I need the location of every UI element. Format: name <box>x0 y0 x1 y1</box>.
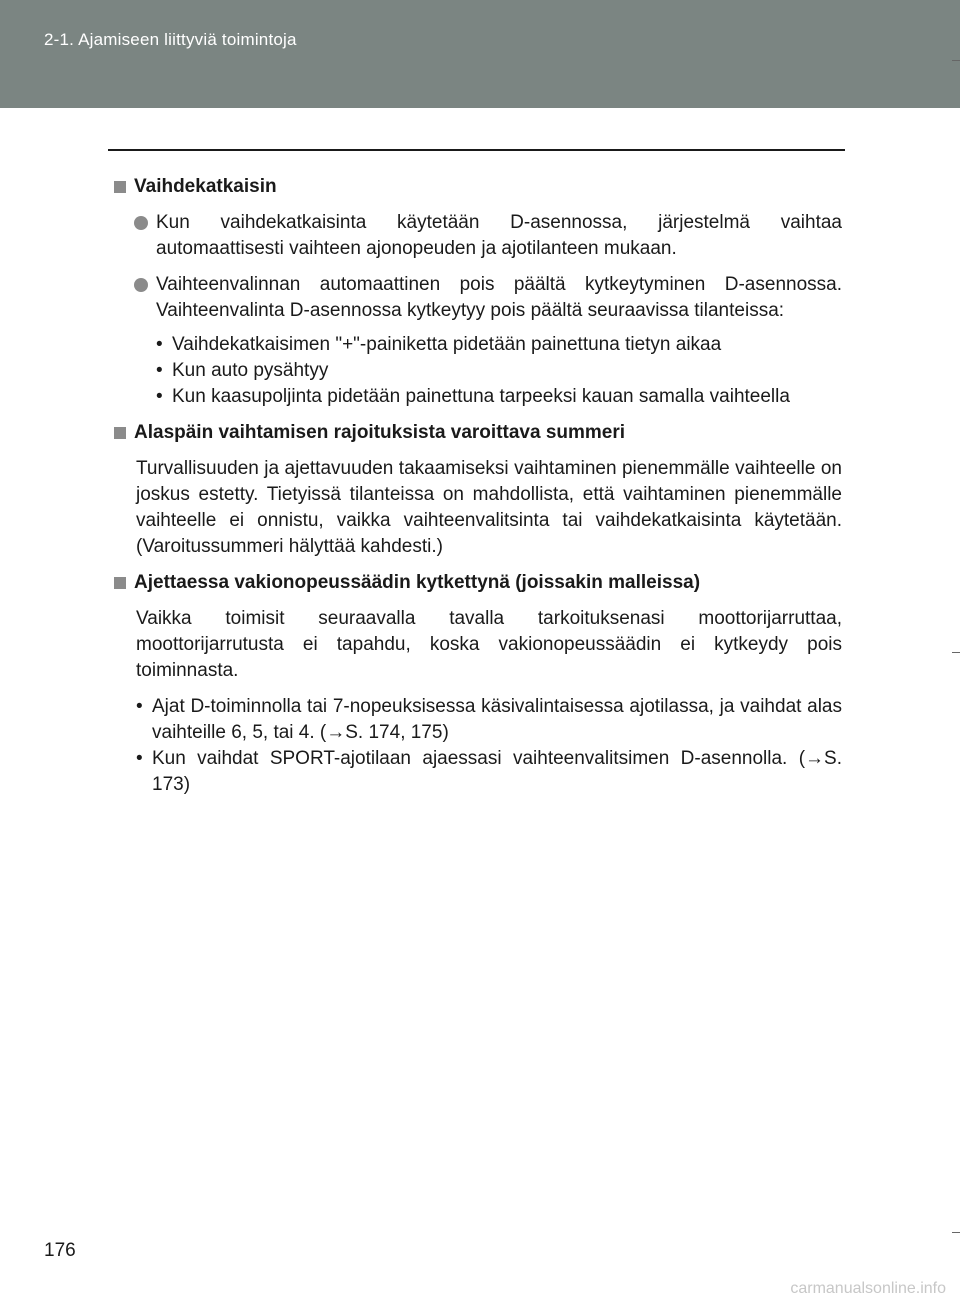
crop-mark <box>952 1232 960 1233</box>
chapter-title: 2-1. Ajamiseen liittyviä toimintoja <box>44 30 297 49</box>
square-bullet-icon <box>114 577 126 589</box>
paragraph: Turvallisuuden ja ajettavuuden takaamiseksi vaihtaminen pienemmälle vaihteelle on joskus estetty. Tietyissä tilanteissa on mahdollista, että vaihtaminen pienemmälle vaihteelle ei onnistu, vaikka vaihteenvalitsinta tai vaihdekatkaisinta käytetään. (Varoitussummeri hälyttää kahdesti.) <box>136 458 842 557</box>
list-item: • Kun vaihdat SPORT-ajotilaan ajaessasi vaihteenvalitsimen D-asennolla. (→S. 173) <box>136 748 842 795</box>
section-heading <box>112 174 842 200</box>
list-item: • Kun kaasupoljinta pidetään painettuna tarpeeksi kauan samalla vaihteella <box>156 386 790 407</box>
paragraph: Vaikka toimisit seuraavalla tavalla tarkoituksenasi moottorijarruttaa, moottorijarrutusta ei tapahdu, koska vakionopeussäädin ei kytkeydy pois toiminnasta. <box>136 608 842 681</box>
section-rule <box>108 149 845 151</box>
header-band <box>0 0 960 108</box>
section-heading-text: Vaihdekatkaisin <box>134 176 277 197</box>
bullet-list <box>156 332 842 410</box>
dot-item-text: Kun vaihdekatkaisinta käytetään D-asennossa, järjestelmä vaihtaa automaattisesti vaihteen ajonopeuden ja ajotilanteen mukaan. <box>156 212 842 259</box>
list-item: • Ajat D-toiminnolla tai 7-nopeuksisessa käsivalintaisessa ajotilassa, ja vaihdat alas vaihteille 6, 5, tai 4. (→S. 174, 175) <box>136 696 842 743</box>
crop-mark <box>952 60 960 61</box>
list-item: • Kun auto pysähtyy <box>156 360 329 381</box>
square-bullet-icon <box>114 181 126 193</box>
section-heading <box>112 570 842 596</box>
page-number: 176 <box>44 1240 76 1261</box>
circle-bullet-icon <box>134 216 148 230</box>
dot-item <box>112 272 842 324</box>
dot-item <box>112 210 842 262</box>
section-heading <box>112 420 842 446</box>
bullet-list <box>136 694 842 798</box>
page-content <box>112 174 842 808</box>
watermark: carmanualsonline.info <box>790 1280 946 1297</box>
dot-item-text: Vaihteenvalinnan automaattinen pois päältä kytkeytyminen D-asennossa. Vaihteenvalinta D-asennossa kytkeytyy pois päältä seuraavissa tilanteissa: <box>156 274 842 321</box>
section-heading-text: Ajettaessa vakionopeussäädin kytkettynä (joissakin malleissa) <box>134 572 701 593</box>
list-item: • Vaihdekatkaisimen "+"-painiketta pidetään painettuna tietyn aikaa <box>156 334 722 355</box>
circle-bullet-icon <box>134 278 148 292</box>
square-bullet-icon <box>114 427 126 439</box>
section-heading-text: Alaspäin vaihtamisen rajoituksista varoittava summeri <box>134 422 626 443</box>
crop-mark <box>952 652 960 653</box>
